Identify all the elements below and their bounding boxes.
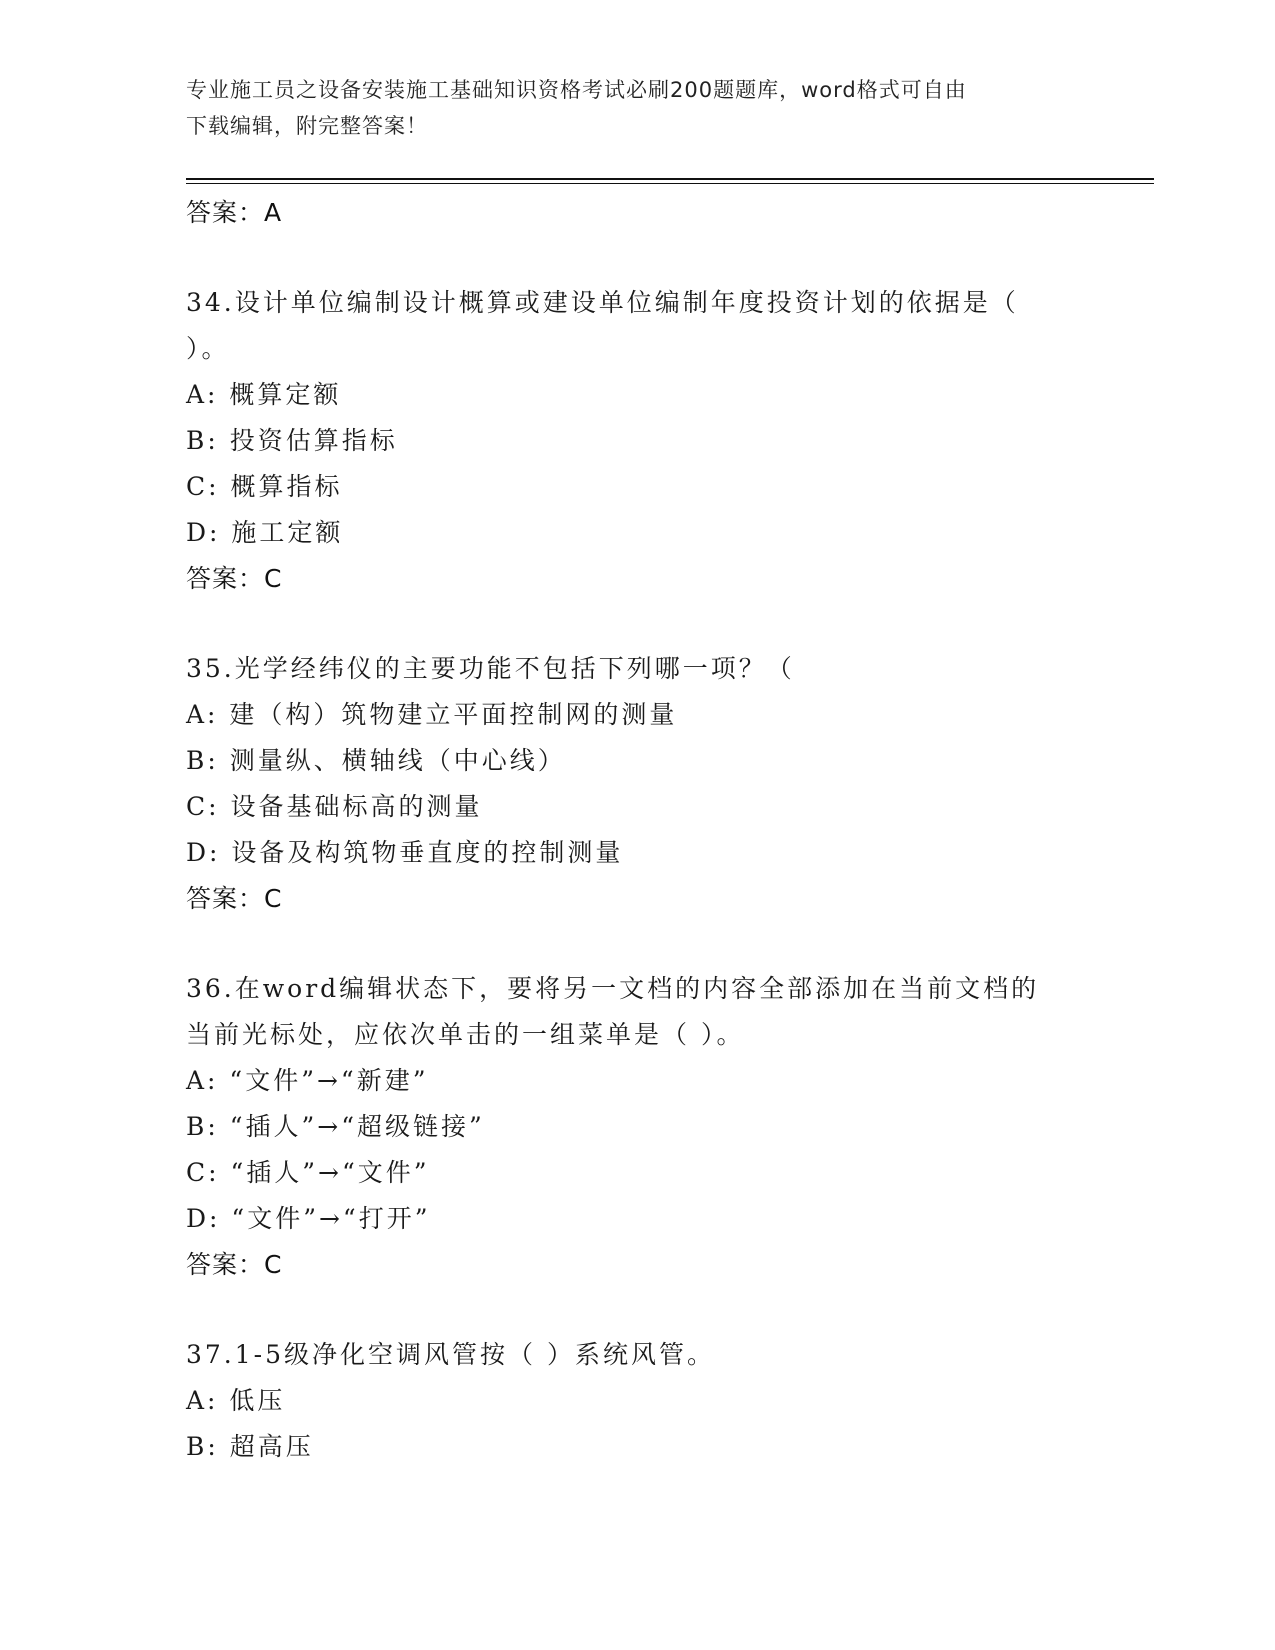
question-stem-continued: 当前光标处，应依次单击的一组菜单是（ ）。 xyxy=(186,1020,745,1049)
option-c: C: 概算指标 xyxy=(186,472,343,501)
option-b: B: 测量纵、横轴线（中心线） xyxy=(186,746,566,775)
header-line-1: 专业施工员之设备安装施工基础知识资格考试必刷200题题库，word格式可自由 xyxy=(186,78,967,102)
option-d: D: “文件”→“打开” xyxy=(186,1204,431,1233)
option-b: B: 超高压 xyxy=(186,1432,314,1461)
spacer xyxy=(186,602,1086,646)
option-a: A: “文件”→“新建” xyxy=(186,1066,429,1095)
document-header xyxy=(186,72,1066,144)
option-c: C: “插人”→“文件” xyxy=(186,1158,430,1187)
option-a: A: 概算定额 xyxy=(186,380,342,409)
option-a: A: 建（构）筑物建立平面控制网的测量 xyxy=(186,700,678,729)
option-b: B: 投资估算指标 xyxy=(186,426,398,455)
option-d: D: 设备及构筑物垂直度的控制测量 xyxy=(186,838,624,867)
answer-line: 答案：C xyxy=(186,884,283,913)
question-stem-continued: ）。 xyxy=(186,334,230,363)
option-d: D: 施工定额 xyxy=(186,518,344,547)
spacer xyxy=(186,236,1086,280)
question-stem: 35.光学经纬仪的主要功能不包括下列哪一项？（ xyxy=(186,654,795,683)
answer-line: 答案：C xyxy=(186,564,283,593)
question-stem: 36.在word编辑状态下，要将另一文档的内容全部添加在当前文档的 xyxy=(186,974,1040,1003)
header-divider-thin xyxy=(186,183,1154,184)
header-line-2: 下载编辑，附完整答案！ xyxy=(186,114,428,138)
question-item xyxy=(186,280,1086,602)
spacer xyxy=(186,922,1086,966)
option-c: C: 设备基础标高的测量 xyxy=(186,792,483,821)
answer-line: 答案：C xyxy=(186,1250,283,1279)
option-b: B: “插人”→“超级链接” xyxy=(186,1112,485,1141)
option-a: A: 低压 xyxy=(186,1386,286,1415)
question-stem: 37.1-5级净化空调风管按（ ）系统风管。 xyxy=(186,1340,715,1369)
question-stem: 34.设计单位编制设计概算或建设单位编制年度投资计划的依据是（ xyxy=(186,288,1019,317)
question-item xyxy=(186,966,1086,1288)
spacer xyxy=(186,1288,1086,1332)
header-divider xyxy=(186,178,1154,180)
question-item xyxy=(186,1332,1086,1470)
answer-line: 答案：A xyxy=(186,198,283,227)
question-item xyxy=(186,646,1086,922)
question-list xyxy=(186,190,1086,1470)
